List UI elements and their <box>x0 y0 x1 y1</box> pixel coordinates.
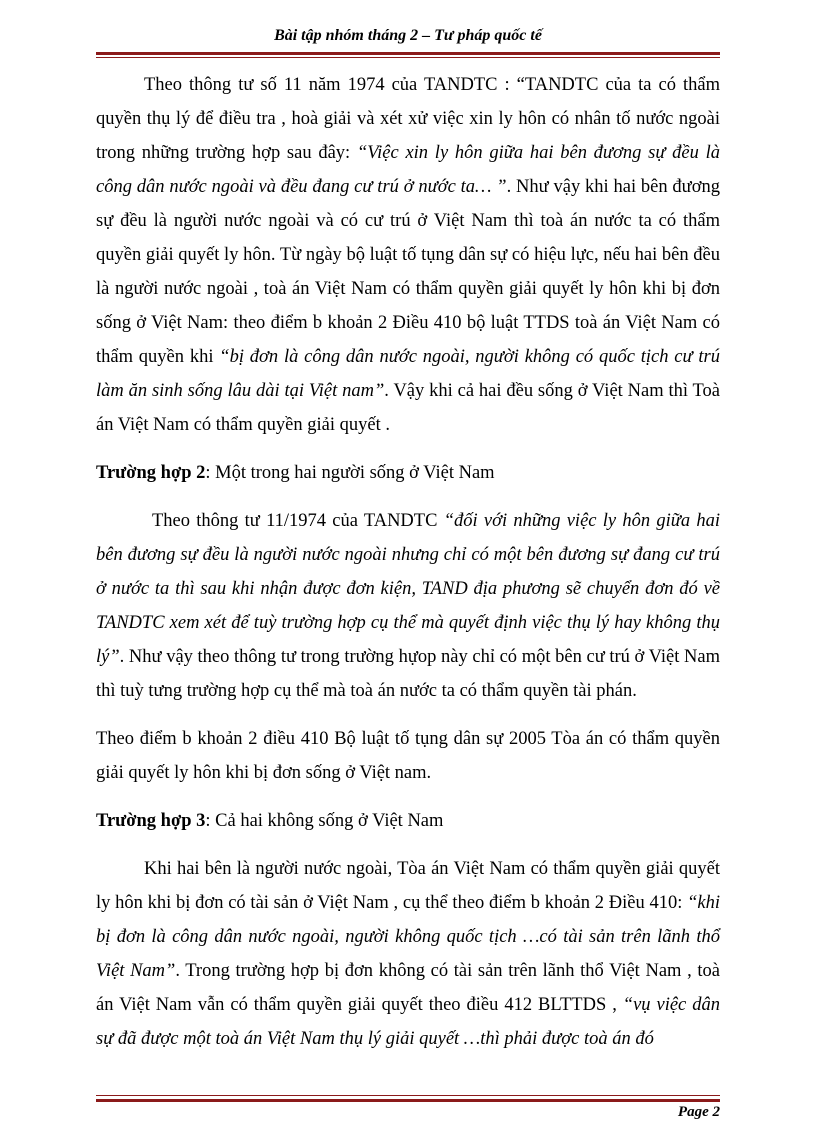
paragraph-4-quote-2: “vụ việc dân sự đã được một toà án Việt Nam thụ lý giải quyết …thì phải được toà án đó <box>96 995 720 1049</box>
footer-rule-thin <box>96 1095 720 1096</box>
paragraph-4-text-2: . Trong trường hợp bị đơn không có tài sản trên lãnh thổ Việt Nam , toà án Việt Nam vẫn có thẩm quyền giải quyết theo điều 412 BLTTDS , <box>96 961 720 1015</box>
paragraph-2-text-2: . Như vậy theo thông tư trong trường hựop này chỉ có một bên cư trú ở Việt Nam thì tuỳ tưng trường hợp cụ thể mà toà án nước ta có thẩm quyền tài phán. <box>96 647 720 701</box>
case-2-label: Trường hợp 2 <box>96 463 206 483</box>
paragraph-4 <box>96 852 720 1056</box>
case-3-text: : Cả hai không sống ở Việt Nam <box>205 811 444 831</box>
paragraph-4-quote-1: “khi bị đơn là công dân nước ngoài, người không quốc tịch …có tài sản trên lãnh thổ Việt Nam” <box>96 893 720 981</box>
paragraph-1-quote-2: “bị đơn là công dân nước ngoài, người không có quốc tịch cư trú làm ăn sinh sống lâu dài tại Việt nam” <box>96 347 721 401</box>
page-number: Page 2 <box>677 1104 720 1120</box>
header-rule-thin <box>96 57 720 58</box>
paragraph-4-text-1: Khi hai bên là người nước ngoài, Tòa án Việt Nam có thẩm quyền giải quyết ly hôn khi bị đơn có tài sản ở Việt Nam , cụ thể theo điểm b khoản 2 Điều 410: <box>96 859 720 913</box>
paragraph-2-quote-1: “đối với những việc ly hôn giữa hai bên đương sự đều là người nước ngoài nhưng chỉ có một bên đương sự đang cư trú ở nước ta thì sau khi nhận được đơn kiện, TAND địa phương sẽ chuyển đơn đó về TANDTC xem xét để tuỳ trường hợp cụ thể mà quyết định việc thụ lý hay không thụ lý” <box>96 511 720 667</box>
paragraph-1 <box>96 68 720 442</box>
paragraph-1-text-2: . Như vậy khi hai bên đương sự đều là người nước ngoài và có cư trú ở Việt Nam thì toà án nước ta có thẩm quyền giải quyết ly hôn. Từ ngày bộ luật tố tụng dân sự có hiệu lực, nếu hai bên đều là người nước ngoài , toà án Việt Nam có thẩm quyền giải quyết ly hôn khi bị đơn sống ở Việt Nam: theo điểm b khoản 2 Điều 410 bộ luật TTDS toà án Việt Nam có thẩm quyền khi <box>96 177 720 367</box>
header-rule-thick <box>96 52 720 55</box>
paragraph-1-text-1: Theo thông tư số 11 năm 1974 của TANDTC : “TANDTC của ta có thẩm quyền thụ lý để điều tra , hoà giải và xét xử việc xin ly hôn có nhân tố nước ngoài trong những trường hợp sau đây: <box>96 75 720 163</box>
case-3-label: Trường hợp 3 <box>96 811 206 831</box>
case-3-heading <box>96 804 720 838</box>
case-2-heading <box>96 456 720 490</box>
document-header-title: Bài tập nhóm tháng 2 – Tư pháp quốc tế <box>274 27 542 44</box>
paragraph-3: Theo điểm b khoản 2 điều 410 Bộ luật tố tụng dân sự 2005 Tòa án có thẩm quyền giải quyết ly hôn khi bị đơn sống ở Việt nam. <box>96 729 720 783</box>
footer-rule-thick <box>96 1099 720 1102</box>
paragraph-2 <box>96 504 720 708</box>
case-2-text: : Một trong hai người sống ở Việt Nam <box>205 463 495 483</box>
paragraph-1-quote-1: “Việc xin ly hôn giữa hai bên đương sự đều là công dân nước ngoài và đều đang cư trú ở nước ta… ” <box>96 143 721 197</box>
paragraph-2-text-1: Theo thông tư 11/1974 của TANDTC <box>152 511 444 531</box>
page-body <box>96 68 720 1056</box>
paragraph-1-text-3: . Vậy khi cả hai đều sống ở Việt Nam thì Toà án Việt Nam có thẩm quyền giải quyết . <box>96 381 720 435</box>
